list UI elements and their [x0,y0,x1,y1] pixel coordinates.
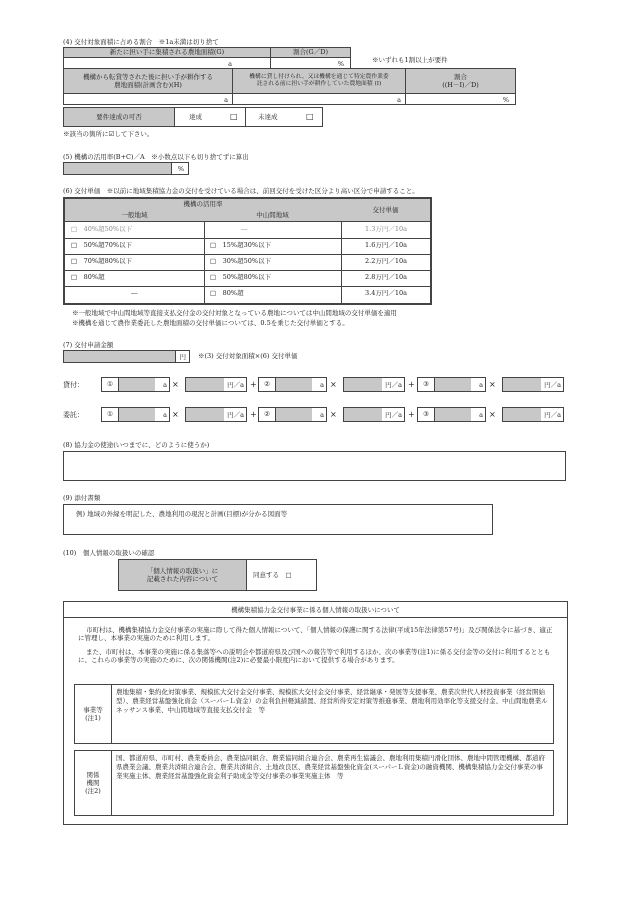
times-sign: × [330,380,337,389]
privacy-paragraph-1: 市町村は、機構集積協力金交付事業の実施に際して得た個人情報について、「個人情報の保護に関する法律(平成15年法律第57号)」及び関係法令に基づき、適正に管理し、本事業の実施のために利用します。 [78,626,553,643]
consign-num-1: ① [101,407,119,422]
section10-title: (10) 個人情報の取扱いの確認 [63,549,155,557]
privacy-consent-option[interactable] [246,559,317,591]
not-achieved-option[interactable]: 未達成 □ [245,107,323,127]
row-mountain-option[interactable]: □ 80%超 [210,289,244,297]
ratio-input[interactable]: % [270,57,351,69]
privacy-notice-divider [64,617,567,618]
lease-num-3: ③ [417,377,435,392]
prior-area-input[interactable]: a [232,93,406,105]
row-price: 1.3万円／10a [365,225,407,233]
consign-num-2: ② [258,407,276,422]
ratio2-input[interactable]: % [405,93,516,105]
new-area-header: 新たに担い手に集積される農地面積(G) [63,47,271,58]
price-col-divider [341,221,342,303]
section8-title: (8) 協力金の使途(いつまでに、どのように使うか) [63,441,210,449]
section6-title: (6) 交付単価 ※以前に地域集積協力金の交付を受けている場合は、前回交付を受けた区分より高い区分で申請すること。 [63,187,419,195]
times-sign: × [172,410,179,419]
rent-area-input[interactable]: a [63,93,233,105]
privacy-notice-title: 機構集積協力金交付事業に係る個人情報の取扱いについて [231,606,400,614]
privacy-notice [63,601,568,825]
row-mountain-option[interactable]: □ 15%超30%以下 [210,241,272,249]
row-general-option[interactable]: □ 80%超 [71,273,105,281]
agencies-text: 国、都道府県、市町村、農業委員会、農業協同組合、農業協同組合連合会、農業再生協議会、農地利用集積円滑化団体、農地中間管理機構、都道府県農業会議、農業共済組合連合会、農業共済組合、土地改良区、農業経営基盤強化資金(スーパーＬ資金)の融資機関、機構集積協力金交付事業の事業実施主体、農業経営基盤強化資金利子助成金等交付事業の事業実施主体 等 [116,754,545,780]
new-area-input[interactable]: a [63,57,271,69]
row-general-option[interactable]: □ 70%超80%以下 [71,257,133,265]
table-row [65,285,430,302]
privacy-consent-label: 「個人情報の取扱い」に 記載された内容について [118,559,247,591]
section5-title: (5) 機構の活用率(B+C)／A ※小数点以下も切り捨てずに算出 [63,153,249,161]
consign-area-2-input[interactable]: a [275,407,327,422]
general-area-header: 一般地域 [65,210,205,222]
row-mountain-option[interactable]: □ 50%超80%以下 [210,273,272,281]
consign-label: 委託： [63,411,84,419]
price-note-2: ※機構を通じて農作業委託した農地面積の交付単価については、0.5を乗じた交付単価とする。 [72,319,349,327]
prior-area-header: 機構に貸し付けられ、又は機構を通じて特定農作業委 託される前に担い手が耕作していた農地面積 (I) [232,68,406,94]
usage-rate-shade [64,163,172,174]
lease-area-2-input[interactable]: a [275,377,327,392]
privacy-consent-checkbox[interactable]: 同意する □ [253,571,292,579]
usage-rate-input[interactable]: % [63,162,189,175]
consign-area-3-input[interactable]: a [434,407,486,422]
either-requirement-note: ※いずれも1割以上が要件 [372,56,448,64]
privacy-paragraph-2: また、市町村は、本事業の実施に係る集落等への説明会や都道府県及び国への報告等で利用するほか、次の事業等(注1)に係る交付金等の交付に利用するとともに、これらの事業等の実施のために、次の関係機関(注2)に必要最小限度内において提供する場合があります。 [78,648,551,665]
times-sign: × [489,380,496,389]
row-general-option: ― [131,289,138,297]
programs-label: 事業等 (注1) [74,684,112,744]
consign-rate-2-input[interactable]: 円／a [343,407,405,422]
ratio2-header: 割合 ((H－I)／D) [405,68,516,94]
price-header: 交付単価 [341,199,430,222]
consign-num-3: ③ [417,407,435,422]
lease-area-3-input[interactable]: a [434,377,486,392]
row-price: 2.8万円／10a [365,273,407,281]
section4-title: (4) 交付対象面積に占める割合 ※1a未満は切り捨て [63,38,219,46]
row-mountain-option: ― [241,225,248,233]
attachments-example: 例) 地域の外縁を明記した、農地利用の現況と計画(目標)が分かる図面等 [76,510,288,518]
general-col-divider [204,221,205,303]
usage-header: 機構の活用率 [65,199,342,211]
lease-label: 貸付： [63,381,84,389]
lease-rate-1-input[interactable]: 円／a [185,377,247,392]
ratio-header: 割合(G／D) [270,47,351,58]
requirement-label: 要件達成の可否 [63,107,175,127]
programs-text: 農地集積・集約化対策事業、規模拡大交付金交付事業、規模拡大交付金交付事業、経営継承・発展等支援事業、農業次世代人材投資事業（経営開始型）、農業経営基盤強化資金（スーパーＬ資金）の金利負担軽減措置、経営所得安定対策等推進事業、農地利用効率化等支援交付金、中山間地農業ルネッサンス事業、中山間地域等直接支払交付金 等 [116,688,548,714]
lease-rate-2-input[interactable]: 円／a [343,377,405,392]
row-general-option[interactable]: □ 40%超50%以下 [71,225,133,233]
attachments-textarea[interactable] [63,504,493,535]
row-general-option[interactable]: □ 50%超70%以下 [71,241,133,249]
lease-num-1: ① [101,377,119,392]
consign-rate-1-input[interactable]: 円／a [185,407,247,422]
consign-area-1-input[interactable]: a [118,407,170,422]
check-note: ※該当の箇所に☑して下さい。 [63,130,154,138]
achieved-option[interactable]: 達成 □ [174,107,246,127]
usage-plan-textarea[interactable] [63,451,566,481]
times-sign: × [172,380,179,389]
application-amount-input[interactable]: 円 [63,350,190,363]
application-amount-shade [64,351,176,362]
rent-area-header: 機構から転貸等された後に担い手が耕作する 農地面積(計画含む)(H) [63,68,233,94]
agencies-label: 関係 機関 (注2) [74,750,112,816]
section7-title: (7) 交付申請金額 [63,341,114,349]
consign-rate-3-input[interactable]: 円／a [502,407,564,422]
agencies-text-cell [111,750,554,816]
row-mountain-option[interactable]: □ 30%超50%以下 [210,257,272,265]
amount-formula: ※(3) 交付対象面積×(6) 交付単価 [198,352,298,360]
mountain-area-header: 中山間地域 [204,210,342,222]
plus-sign: + [408,410,415,419]
lease-rate-3-input[interactable]: 円／a [502,377,564,392]
row-price: 3.4万円／10a [365,289,407,297]
plus-sign: + [408,380,415,389]
plus-sign: + [250,410,257,419]
section9-title: (9) 添付書類 [63,494,101,502]
programs-text-cell [111,684,554,744]
lease-area-1-input[interactable]: a [118,377,170,392]
not-achieved-checkbox[interactable]: □ [306,112,314,121]
plus-sign: + [250,380,257,389]
row-price: 1.6万円／10a [365,241,407,249]
achieved-checkbox[interactable]: □ [230,112,238,121]
times-sign: × [330,410,337,419]
unit-price-table [63,197,432,305]
price-note-1: ※一般地域で中山間地域等直接支払交付金の交付対象となっている農地については中山間地域の交付単価を適用 [72,309,397,317]
row-price: 2.2万円／10a [365,257,407,265]
lease-num-2: ② [258,377,276,392]
times-sign: × [489,410,496,419]
